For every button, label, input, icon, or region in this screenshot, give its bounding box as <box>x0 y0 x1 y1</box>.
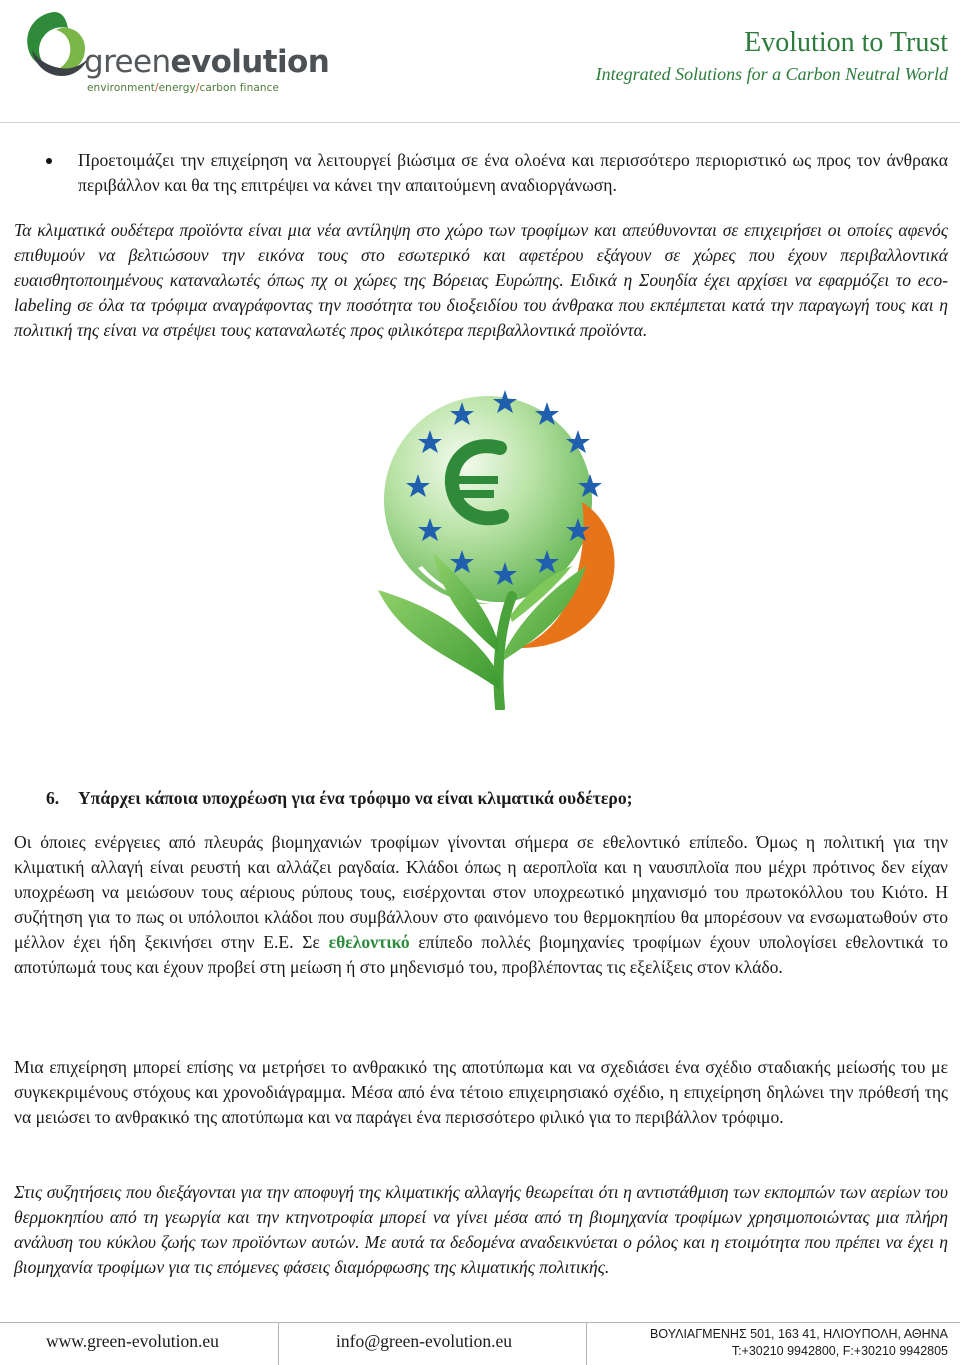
bullet-item <box>46 148 948 198</box>
brand-sub-carbon: carbon finance <box>199 82 280 94</box>
eu-ecolabel-image <box>350 390 638 710</box>
brand-wordmark <box>84 44 329 80</box>
footer-address: ΒΟΥΛΙΑΓΜΕΝΗΣ 501, 163 41, ΗΛΙΟΥΠΟΛΗ, ΑΘΗΝΑ <box>650 1327 948 1341</box>
tagline-title: Evolution to Trust <box>744 27 948 58</box>
paragraph-footprint-plan: Μια επιχείρηση μπορεί επίσης να μετρήσει το ανθρακικό της αποτύπωμα και να σχεδιάσει ένα σχέδιο σταδιακής μείωσής του με συγκεκριμένους στόχους και χρονοδιάγραμμα. Μέσα από ένα τέτοιο επιχειρησιακό σχέδιο, η επιχείρηση δηλώνει την πρόθεσή της να μειώσει το ανθρακικό της αποτύπωμα και να παράγει ένα περισσότερο φιλικό για το περιβάλλον τρόφιμο. <box>14 1057 948 1127</box>
email-link[interactable]: info@green-evolution.eu <box>336 1331 512 1351</box>
paragraph-obligation-part2: επίπεδο πολλές βιομηχανίες τροφίμων έχουν υπολογίσει εθελοντικά το αποτύπωμά τους και έχουν προβεί στη μείωση ή στο μηδενισμό του, προβλέποντας τις εξελίξεις στον κλάδο. <box>14 932 949 977</box>
brand-logo[interactable] <box>18 4 330 102</box>
bullet-text: Προετοιμάζει την επιχείρηση να λειτουργεί βιώσιμα σε ένα ολοένα και περισσότερο περιοριστικό ως προς τον άνθρακα περιβάλλον και θα της επιτρέψει να κάνει την απαιτούμενη αναδιοργάνωση. <box>78 150 948 195</box>
brand-bold: evolution <box>170 44 330 80</box>
bullet-icon <box>46 158 52 164</box>
section-number: 6. <box>46 788 60 808</box>
page-footer <box>0 1322 960 1365</box>
highlight-voluntary: εθελοντικό <box>328 932 410 952</box>
tagline-subtitle: Integrated Solutions for a Carbon Neutral World <box>595 64 948 84</box>
paragraph-climate-neutral-products: Τα κλιματικά ουδέτερα προϊόντα είναι μια νέα αντίληψη στο χώρο των τροφίμων και απεύθυνονται σε επιχειρήσει οι οποίες αφενός επιθυμούν να βελτιώσουν την εικόνα τους στο εσωτερικό και αφετέρου εξάγουν σε χώρες που έχουν περιβαλλοντικά ευαισθητοποιημένους καταναλωτές όπως πχ οι χώρες της Βόρειας Ευρώπης. Ειδικά η Σουηδία έχει αρχίσει να εφαρμόζει το eco-labeling σε όλα τα τρόφιμα αναγράφοντας την ποσότητα του διοξειδίου του άνθρακα που εκπέμπεται κατά την παραγωγή τους και η πολιτική της είναι να στρέψει τους καταναλωτές προς φιλικότερα περιβαλλοντικά προϊόντα. <box>14 220 948 340</box>
brand-sub-energy: energy <box>158 82 196 94</box>
brand-light: green <box>84 44 171 80</box>
brand-subtitle: environment/energy/carbon finance <box>87 82 280 94</box>
footer-divider <box>586 1323 587 1365</box>
footer-phone: T:+30210 9942800, F:+30210 9942805 <box>731 1344 948 1358</box>
footer-divider <box>278 1323 279 1365</box>
brand-sub-environment: environment <box>87 82 155 94</box>
website-link[interactable]: www.green-evolution.eu <box>46 1331 219 1351</box>
footer-contact <box>650 1326 948 1360</box>
page-header <box>0 0 960 123</box>
paragraph-obligation-part1: Οι όποιες ενέργειες από πλευράς βιομηχανιών τροφίμων γίνονται σήμερα σε εθελοντικό επίπεδο. Όμως η πολιτική για την κλιματική αλλαγή είναι ρευστή και αλλάζει ραγδαία. Κλάδοι όπως η αεροπλοϊα και η ναυσιπλοϊα που μέχρι πρότινος δεν είχαν υποχρέωση να μειώσουν τους αέριους ρύπους τους, εισέρχονται στον υποχρεωτικό μηχανισμό του πρωτοκόλλου του Κιότο. Η συζήτηση για το πως οι υπόλοιποι κλάδοι που συμβάλλουν στο φαινόμενο του θερμοκηπίου θα μπορέσουν να ενσωματωθούν στο μέλλον έχει ήδη ξεκινήσει στην Ε.Ε. Σε <box>14 832 948 952</box>
paragraph-climate-policy: Στις συζητήσεις που διεξάγονται για την αποφυγή της κλιματικής αλλαγής θεωρείται ότι η αντιστάθμιση των εκπομπών των αερίων του θερμοκηπίου από τη γεωργία και την κτηνοτροφία μπορεί να γίνει μέσα από τη βιομηχανία τροφίμων χρησιμοποιώντας μια πλήρη ανάλυση του κύκλου ζωής των προϊόντων αυτών. Με αυτά τα δεδομένα αναδεικνύεται ο ρόλος και η ετοιμότητα που πρέπει να έχει η βιομηχανία τροφίμων για τις επόμενες φάσεις διαμόρφωσης της κλιματικής πολιτικής. <box>14 1182 948 1277</box>
section-heading: Υπάρχει κάποια υποχρέωση για ένα τρόφιμο να είναι κλιματικά ουδέτερο; <box>78 788 633 808</box>
paragraph-obligation <box>14 830 948 980</box>
